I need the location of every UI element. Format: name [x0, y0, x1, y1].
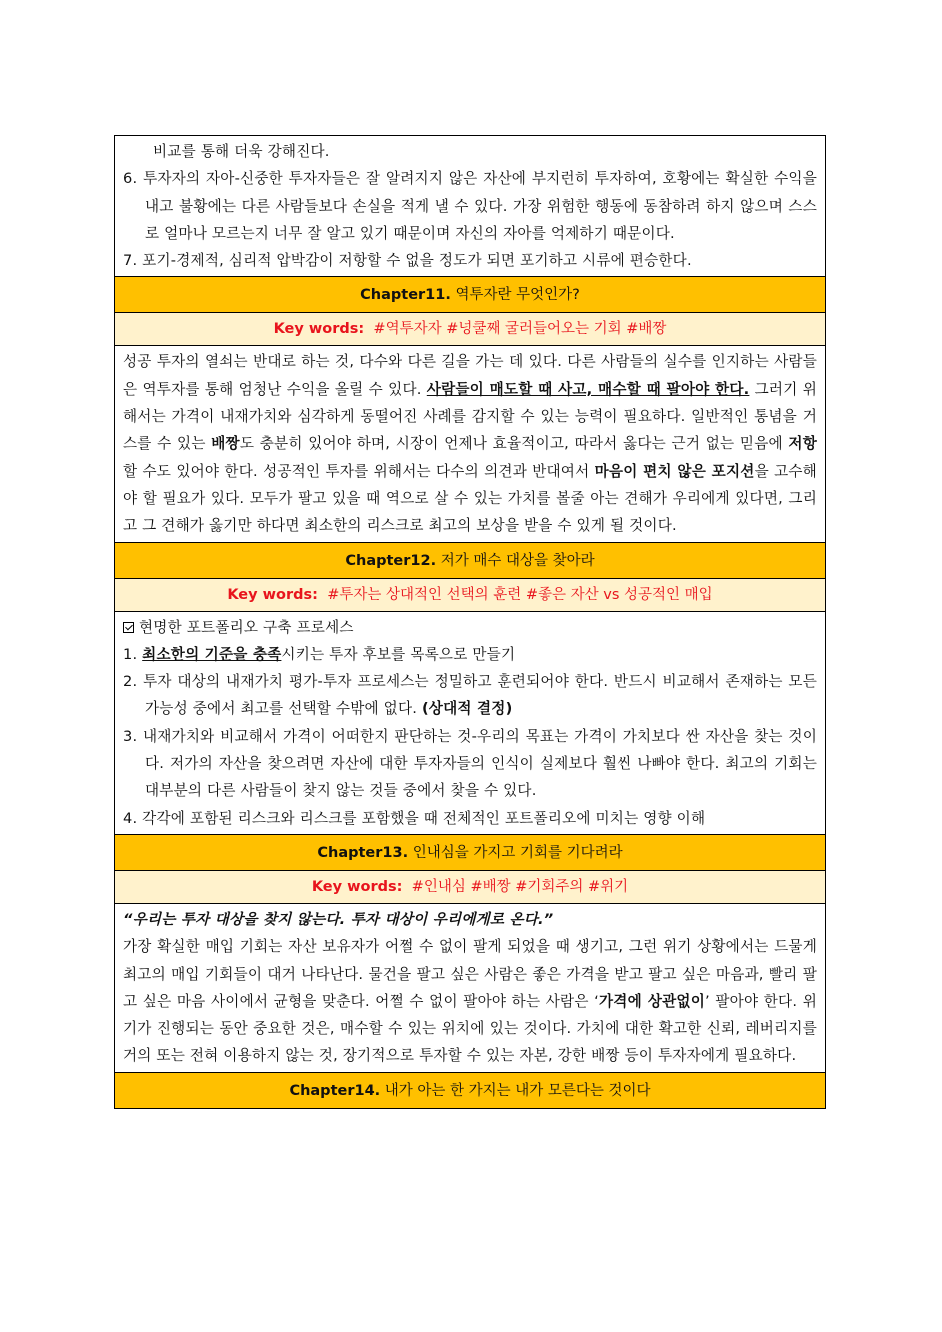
body-bold: 가격에 상관없이: [599, 992, 706, 1010]
chapter13-body: [115, 903, 825, 1072]
body-text: 2. 투자 대상의 내재가치 평가-투자 프로세스는 정밀하고 훈련되어야 한다. 반드시 비교해서 존재하는 모든 가능성 중에서 최고를 선택할 수밖에 없다.: [123, 673, 817, 718]
chapter12-keywords: [115, 578, 825, 611]
chapter12-title: 저가 매수 대상을 찾아라: [440, 552, 595, 569]
list-item-2: [123, 668, 817, 723]
keywords-label: Key words:: [273, 321, 365, 338]
body-text: 할 수도 있어야 한다. 성공적인 투자를 위해서는 다수의 의견과 반대여서: [123, 462, 595, 480]
chapter11-header: [115, 276, 825, 312]
keywords-label: Key words:: [311, 878, 403, 895]
body-text: 도 충분히 있어야 하며, 시장이 언제나 효율적이고, 따라서 옳다는 근거 없는 믿음에: [239, 435, 789, 453]
chapter11-keywords: [115, 312, 825, 345]
chapter11-title: 역투자란 무엇인가?: [455, 287, 580, 304]
body-emphasis: 최소한의 기준을 충족: [142, 645, 282, 663]
body-bold: 마음이 편치 않은 포지션: [594, 462, 755, 480]
body-text: 그러기 위해서는 가격이 내재가치와 심각하게 동떨어진 사례를 감지할 수 있는 능력이 필요하다. 일반적인 통념을 거스를 수 있는: [123, 380, 817, 453]
chapter11-number: Chapter11.: [360, 287, 451, 304]
checklist-title: 현명한 포트폴리오 구축 프로세스: [139, 618, 354, 636]
document-table: [114, 135, 826, 1109]
list-item-6: 6. 투자자의 자아-신중한 투자자들은 잘 알려지지 않은 자산에 부지런히 투자하여, 호황에는 확실한 수익을 내고 불황에는 다른 사람들보다 손실을 적게 낼 수 있다. 가장 위험한 행동에 동참하려 하지 않으며 스스로 얼마나 모르는지 너무 잘 알고 있기 때문이며 자신의 자아를 억제하기 때문이다.: [123, 170, 817, 242]
body-text: 을 고수해야 할 필요가 있다. 모두가 팔고 있을 때 역으로 살 수 있는 가치를 볼줄 아는 견해가 우리에게 있다면, 그리고 그 견해가 옳기만 하다면 최소한의 리스크로 최고의 보상을 받을 수 있게 될 것이다.: [123, 462, 817, 535]
chapter11-body: [115, 345, 825, 541]
item-number: 1.: [123, 645, 143, 663]
checkbox-icon: [123, 622, 134, 633]
chapter14-header: [115, 1072, 825, 1108]
chapter13-keywords: [115, 870, 825, 903]
body-bold: 저항: [788, 435, 817, 453]
list-item-7: 7. 포기-경제적, 심리적 압박감이 저항할 수 없을 정도가 되면 포기하고 시류에 편승한다.: [123, 252, 692, 270]
continued-line: 비교를 통해 더욱 강해진다.: [153, 143, 330, 160]
list-item-3: 3. 내재가치와 비교해서 가격이 어떠한지 판단하는 것-우리의 목표는 가격이 가치보다 싼 자산을 찾는 것이다. 저가의 자산을 찾으려면 자산에 대한 투자자들의 인식이 실제보다 훨씬 나빠야 한다. 최고의 기회는 대부분의 다른 사람들이 찾지 않는 것들 중에서 찾을 수 있다.: [123, 727, 817, 800]
body-emphasis: 사람들이 매도할 때 사고, 매수할 때 팔아야 한다.: [426, 380, 750, 398]
body-text: 성공 투자의 열쇠는 반대로 하는 것, 다수와 다른 길을 가는 데 있다. 다른 사람들의 실수를 인지하는 사람들은 역투자를 통해 엄청난 수익을 올릴 수 있다.: [123, 353, 817, 398]
chapter14-number: Chapter14.: [289, 1082, 381, 1099]
chapter12-header: [115, 542, 825, 578]
chapter12-number: Chapter12.: [345, 552, 437, 569]
chapter14-title: 내가 아는 한 가지는 내가 모른다는 것이다: [384, 1082, 651, 1099]
continued-list-block: [115, 136, 825, 276]
chapter13-title: 인내심을 가지고 기회를 기다려라: [412, 844, 623, 861]
chapter13-quote: “우리는 투자 대상을 찾지 않는다. 투자 대상이 우리에게로 온다.”: [123, 910, 554, 928]
checklist-title-row: [123, 614, 817, 641]
chapter13-paragraph: [123, 933, 817, 1069]
body-bold: 배짱: [211, 435, 240, 453]
body-bold: (상대적 결정): [421, 700, 513, 718]
body-text: 가장 확실한 매입 기회는 자산 보유자가 어쩔 수 없이 팔게 되었을 때 생기고, 그런 위기 상황에서는 드물게 최고의 매입 기회들이 대거 나타난다. 물건을 팔고 싶은 사람은 좋은 가격을 받고 팔고 싶은 마음과, 빨리 팔고 싶은 마음 사이에서 균형을 맞춘다. 어쩔 수 없이 팔아야 하는 사람은 ‘: [123, 938, 817, 1010]
body-text: ’ 팔아야 한다. 위기가 진행되는 동안 중요한 것은, 매수할 수 있는 위치에 있는 것이다. 가치에 대한 확고한 신뢰, 레버리지를 거의 또는 전혀 이용하지 않는 것, 장기적으로 투자할 수 있는 자본, 강한 배짱 등이 투자자에게 필요하다.: [123, 992, 817, 1065]
keywords-tags: #인내심 #배짱 #기회주의 #위기: [411, 878, 629, 895]
list-item-4: 4. 각각에 포함된 리스크와 리스크를 포함했을 때 전체적인 포트폴리오에 미치는 영향 이해: [123, 809, 706, 827]
body-text: 시키는 투자 후보를 목록으로 만들기: [281, 645, 516, 663]
keywords-label: Key words:: [227, 586, 318, 603]
list-item-1: [123, 641, 817, 668]
chapter12-body: [115, 611, 825, 834]
chapter13-number: Chapter13.: [317, 844, 409, 861]
keywords-tags: #역투자자 #넝쿨째 굴러들어오는 기회 #배짱: [373, 321, 667, 338]
keywords-tags: #투자는 상대적인 선택의 훈련 #좋은 자산 vs 성공적인 매입: [327, 586, 713, 603]
chapter13-header: [115, 834, 825, 870]
